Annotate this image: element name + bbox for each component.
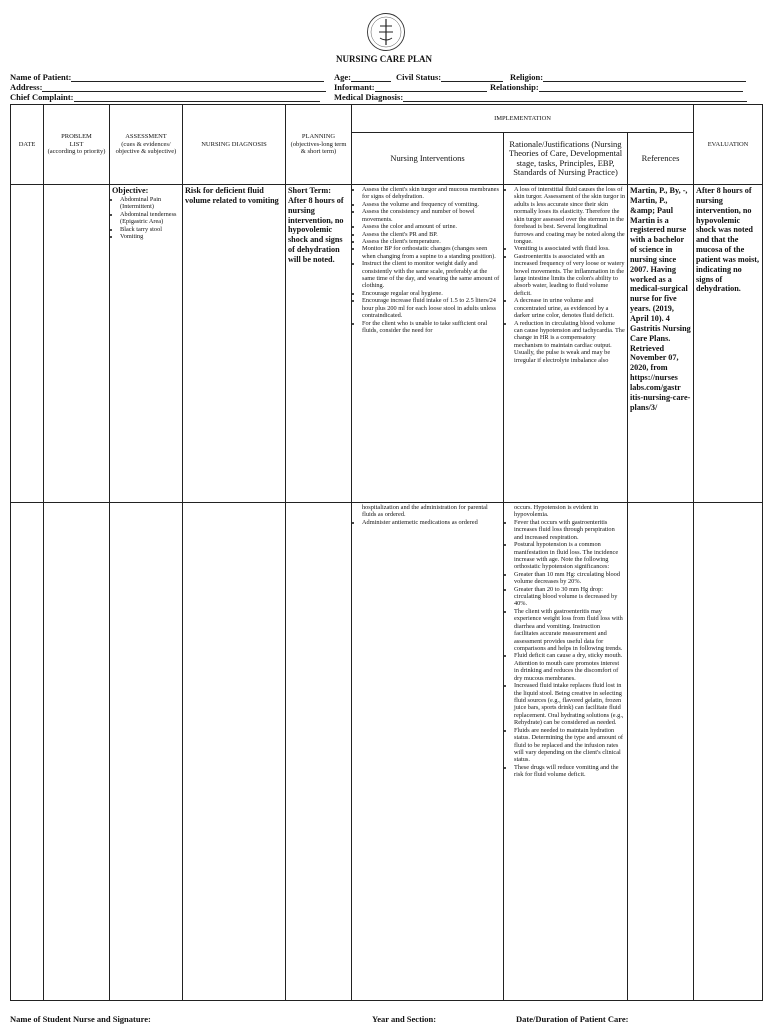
implementation-column-header: IMPLEMENTATION (352, 105, 694, 133)
nursing-diagnosis-column-header: NURSING DIAGNOSIS (183, 105, 286, 185)
care-plan-table (10, 104, 763, 1001)
interventions-cell: • Assess the client's skin turgor and mucous membranes for signs of dehydration. • Assess the volume and frequency of vomiting. • Assess the consistency and number of bowel movements. • Assess the color and amount of urine. • Assess the client's PR and BP. • Assess the client's temperature. • Monitor BP for orthostatic changes (changes seen when changing from a supine to a standing position). • Instruct the client to monitor weight daily and consistently with the same scale, preferably at the same time of the day, and wearing the same amount of clothing. • Encourage regular oral hygiene. • Encourage increase fluid intake of 1.5 to 2.5 liters/24 hour plus 200 ml for each loose stool in adults unless contraindicated. • For the client who is unable to take sufficient oral fluids, consider the need for (352, 185, 504, 503)
year-section-field[interactable]: Year and Section: (372, 1014, 437, 1024)
nursing-interventions-header: Nursing Interventions (352, 133, 504, 185)
religion-field[interactable]: Religion: (510, 72, 746, 82)
rationale-cell: • A loss of interstitial fluid causes the loss of skin turgor. Assessment of the skin turgor in adults is less accurate since their skin normally loses its elasticity. Therefore the skin turgor assessed over the sternum in the forehead is best. Several longitudinal furrows and coating may be noted along the tongue. • Vomiting is associated with fluid loss. • Gastroenteritis is associated with an increased frequency of very loose or watery bowel movements. The inflammation in the large intestine limits the colon's ability to absorb water, leading to fluid volume deficit. • A decrease in urine volume and concentrated urine, as evidenced by a darker urine color, denotes fluid deficit. • A reduction in circulating blood volume can cause hypotension and tachycardia. The change in HR is a compensatory mechanism to maintain cardiac output. Usually, the pulse is weak and may be irregular if electrolyte imbalance also (504, 185, 628, 503)
address-field[interactable]: Address: (10, 82, 326, 92)
assessment-column-header: ASSESSMENT (cues & evidences/ objective & subjective) (110, 105, 183, 185)
evaluation-cell: After 8 hours of nursing intervention, no hypovolemic shock was noted and that the mucosa of the patient was moist, indicating no signs of dehydration. (694, 185, 763, 503)
rationale-header: Rationale/Justifications (Nursing Theories of Care, Developmental stage, tasks, Principles, EBP, Standards of Nursing Practice) (504, 133, 628, 185)
age-field[interactable]: Age: (334, 72, 391, 82)
date-cell[interactable] (11, 185, 44, 503)
date-cell[interactable] (11, 503, 44, 1001)
patient-name-field[interactable]: Name of Patient: (10, 72, 324, 82)
interventions-cell: hospitalization and the administration for parental fluids as ordered. • Administer antiemetic medications as ordered (352, 503, 504, 1001)
problem-list-column-header: PROBLEM LIST (according to priority) (44, 105, 110, 185)
references-cell[interactable] (628, 503, 694, 1001)
planning-cell[interactable] (286, 503, 352, 1001)
student-nurse-signature-field[interactable]: Name of Student Nurse and Signature: (10, 1014, 151, 1024)
references-cell: Martin, P., By, -, Martin, P., &amp; Paul Martin is a registered nurse with a bachelor of science in nursing since 2007. Having worked as a medical-surgical nurse for five years. (2019, April 10). 4 Gastritis Nursing Care Plans. Retrieved November 07, 2020, from https://nurses labs.com/gastr itis-nursing-care-plans/3/ (628, 185, 694, 503)
page-title: NURSING CARE PLAN (335, 54, 432, 64)
nursing-diagnosis-cell: Risk for deficient fluid volume related to vomiting (183, 185, 286, 503)
rationale-cell: occurs. Hypotension is evident in hypovolemia. • Fever that occurs with gastroenteritis increases fluid loss through perspiration and increased respiration. • Postural hypotension is a common manifestation in fluid loss. The incidence increase with age. Note the following orthostatic hypotension significances: • Greater than 10 mm Hg: circulating blood volume decreases by 20%. • Greater than 20 to 30 mm Hg drop: circulating blood volume is decreased by 40%. • The client with gastroenteritis may experience weight loss from fluid loss with diarrhea and vomiting. Instruction facilitates accurate measurement and assessment provides useful data for comparisons and helps in following trends. • Fluid deficit can cause a dry, sticky mouth. Attention to mouth care promotes interest in drinking and reduces the discomfort of dry mucous membranes. • Increased fluid intake replaces fluid lost in the liquid stool. Being creative in selecting fluid sources (e.g., flavored gelatin, frozen juice bars, sports drink) can facilitate fluid replacement. Oral hydrating solutions (e.g., Rehydrate) can be considered as needed. • Fluids are needed to maintain hydration status. Determining the type and amount of fluid to be replaced and the infusion rates will vary depending on the client's clinical status. • These drugs will reduce vomiting and the risk for fluid volume deficit. (504, 503, 628, 1001)
problem-list-cell[interactable] (44, 503, 110, 1001)
duration-patient-care-field[interactable]: Date/Duration of Patient Care: (516, 1014, 629, 1024)
planning-column-header: PLANNING (objectives-long term & short term) (286, 105, 352, 185)
evaluation-column-header: EVALUATION (694, 105, 763, 185)
relationship-field[interactable]: Relationship: (490, 82, 743, 92)
problem-list-cell[interactable] (44, 185, 110, 503)
planning-cell: Short Term: After 8 hours of nursing intervention, no hypovolemic shock and signs of dehydration will be noted. (286, 185, 352, 503)
school-seal-logo (366, 12, 406, 52)
nursing-diagnosis-cell[interactable] (183, 503, 286, 1001)
civil-status-field[interactable]: Civil Status: (396, 72, 503, 82)
medical-diagnosis-field[interactable]: Medical Diagnosis: (334, 92, 747, 102)
informant-field[interactable]: Informant: (334, 82, 487, 92)
assessment-cell: Objective: • Abdominal Pain (Intermittent) • Abdominal tenderness (Epigastric Area) • Black tarry stool • Vomiting (110, 185, 183, 503)
date-column-header: DATE (11, 105, 44, 185)
references-header: References (628, 133, 694, 185)
assessment-cell[interactable] (110, 503, 183, 1001)
chief-complaint-field[interactable]: Chief Complaint: (10, 92, 320, 102)
evaluation-cell[interactable] (694, 503, 763, 1001)
